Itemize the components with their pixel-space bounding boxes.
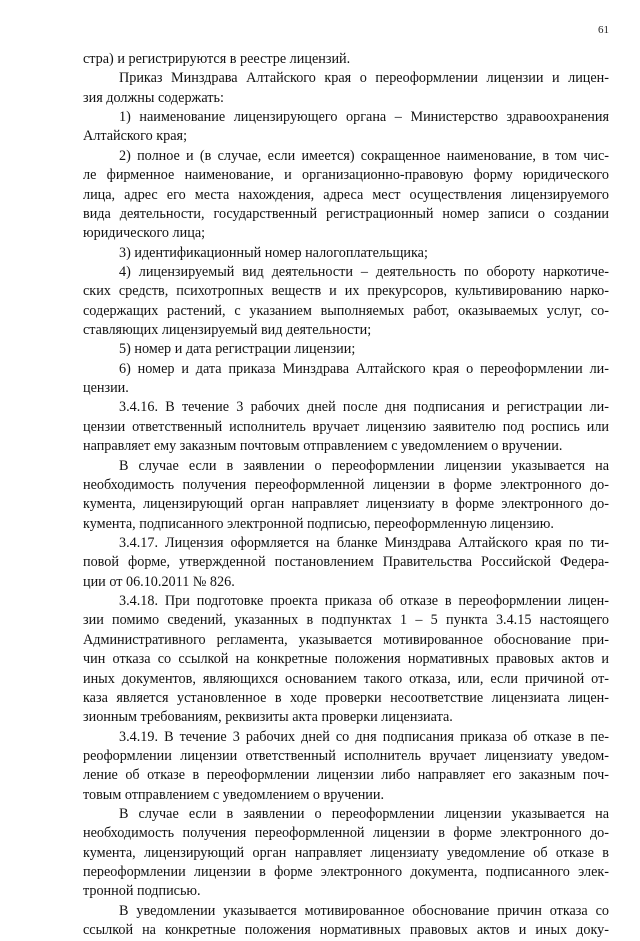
text-line: ссылкой на конкретные положения нормативных правовых актов и иных доку- [83, 922, 609, 939]
text-line: тронной подписью. [83, 883, 201, 900]
document-body [83, 50, 609, 941]
text-line: Алтайского края; [83, 128, 188, 145]
text-line: ских средств, психотропных веществ и их прекурсоров, культивированию нарко- [83, 283, 609, 300]
text-line: каза является установленное в ходе проверки несоответствие лицензиата лицен- [83, 689, 609, 706]
text-line: чин отказа со ссылкой на конкретные положения нормативных правовых актов и [83, 651, 609, 668]
text-line: стра) и регистрируются в реестре лицензий. [83, 51, 351, 67]
text-line: ление об отказе в переоформлении лицензии либо направляет его заказным поч- [83, 767, 609, 784]
text-line: направляет ему заказным почтовым отправлением с уведомлением о вручении. [83, 438, 563, 455]
text-line: товым отправлением с уведомлением о вручении. [83, 786, 385, 803]
text-line: 3) идентификационный номер налогоплательщика; [119, 244, 428, 261]
text-line: цензии. [83, 380, 129, 397]
text-line: 3.4.19. В течение 3 рабочих дней со дня подписания приказа об отказе в пе- [119, 728, 609, 745]
text-line: кумента, лицензирующий орган направляет лицензиату в форме электронного до- [83, 496, 609, 513]
text-line: 6) номер и дата приказа Минздрава Алтайского края о переоформлении ли- [119, 360, 609, 377]
text-line: В случае если в заявлении о переоформлении лицензии указывается на [119, 806, 609, 823]
text-line: Административного регламента, указывается мотивированное обоснование при- [83, 631, 609, 648]
text-line: 2) полное и (в случае, если имеется) сокращенное наименование, в том чис- [119, 147, 609, 164]
text-line: 3.4.16. В течение 3 рабочих дней после дня подписания и регистрации ли- [119, 399, 609, 416]
text-line: зии помимо сведений, указанных в подпунктах 1 – 5 пункта 3.4.15 настоящего [83, 612, 609, 629]
text-line: ции от 06.10.2011 № 826. [83, 573, 235, 590]
text-line: кумента, подписанного электронной подписью, переоформленную лицензию. [83, 515, 554, 532]
text-line: содержащих растений, с указанием выполняемых работ, оказываемых услуг, со- [83, 302, 609, 319]
text-line: В уведомлении указывается мотивированное обоснование причин отказа со [119, 902, 609, 919]
text-line: юридического лица; [83, 225, 206, 242]
text-line: необходимость получения переоформленной лицензии в форме электронного до- [83, 825, 609, 842]
text-line: реоформлении лицензии ответственный исполнитель вручает лицензиату уведом- [83, 747, 609, 764]
text-line: 5) номер и дата регистрации лицензии; [119, 341, 356, 358]
text-line: зионным требованиям, реквизиты акта проверки лицензиата. [83, 709, 453, 726]
text-line: ле фирменное наименование, и организационно-правовую форму юридического [83, 167, 609, 184]
text-line: ставляющих лицензируемый вид деятельности; [83, 322, 372, 339]
text-line: необходимость получения переоформленной лицензии в форме электронного до- [83, 476, 609, 493]
text-line: цензии ответственный исполнитель вручает лицензию заявителю под роспись или [83, 418, 609, 435]
page-number: 61 [598, 24, 609, 36]
text-line: кумента, лицензирующий орган направляет лицензиату уведомление об отказе в [83, 844, 609, 861]
text-line: В случае если в заявлении о переоформлении лицензии указывается на [119, 457, 609, 474]
text-line: 4) лицензируемый вид деятельности – деятельность по обороту наркотиче- [119, 263, 609, 280]
text-line: 3.4.17. Лицензия оформляется на бланке Минздрава Алтайского края по ти- [119, 534, 609, 551]
text-line: вида деятельности, государственный регистрационный номер записи о создании [83, 205, 609, 222]
text-line: 1) наименование лицензирующего органа – Министерство здравоохранения [119, 109, 609, 126]
text-line: переоформлении лицензии в форме электронного документа, подписанного элек- [83, 864, 609, 881]
text-line: повой форме, утвержденной постановлением Правительства Российской Федера- [83, 554, 609, 571]
text-line: Приказ Минздрава Алтайского края о переоформлении лицензии и лицен- [119, 70, 609, 87]
text-line: 3.4.18. При подготовке проекта приказа об отказе в переоформлении лицен- [119, 593, 609, 610]
text-line: лица, адрес его места нахождения, адреса мест осуществления лицензируемого [83, 186, 609, 203]
text-line: иных документов, являющихся основанием такого отказа, или, если причиной от- [83, 670, 609, 687]
text-line: зия должны содержать: [83, 89, 224, 106]
